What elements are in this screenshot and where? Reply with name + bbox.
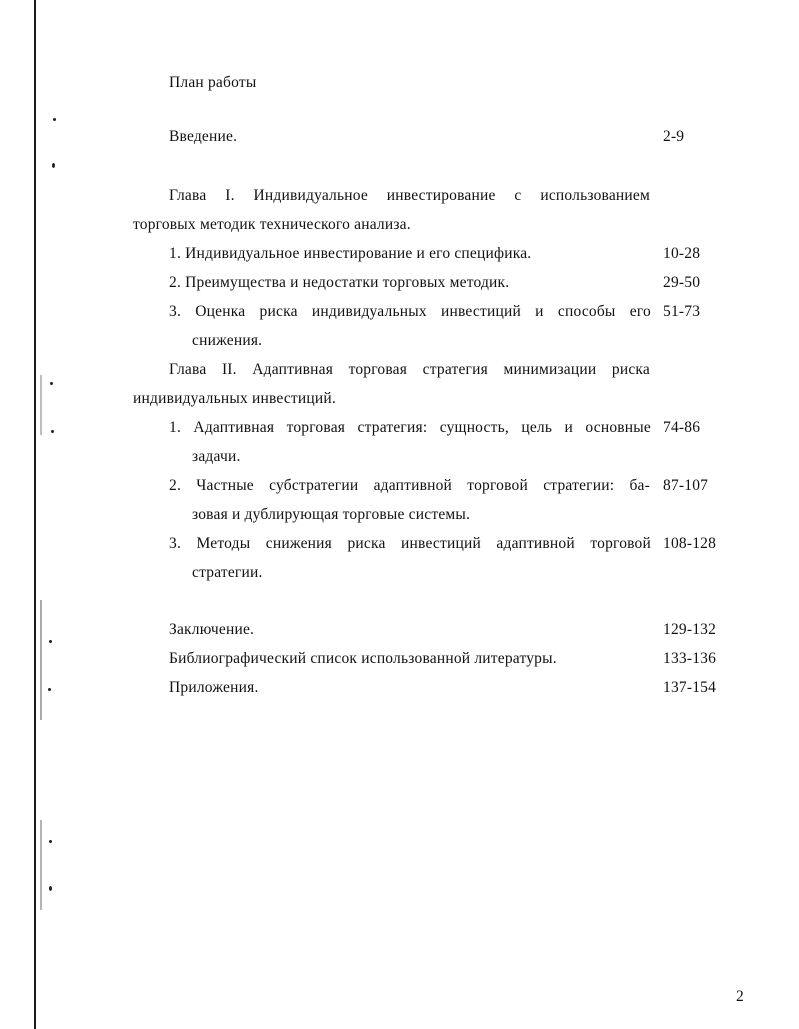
chapter1-heading-line2: торговых методик технического анализа. [133,216,411,233]
toc-introduction-pages: 2-9 [663,128,685,145]
scan-speck [49,840,52,843]
toc-item-pages: 51-73 [663,303,701,320]
scan-smudge [40,820,42,910]
toc-item: 2. Частные субстратегии адаптивной торговой стратегии: ба- [169,477,650,494]
scan-speck [49,640,52,643]
toc-introduction-label: Введение. [169,128,238,145]
toc-item-pages: 87-107 [663,477,709,494]
toc-appendices-pages: 137-154 [663,679,717,696]
scan-speck [51,430,54,433]
toc-item-continuation: зовая и дублирующая торговые системы. [192,506,471,523]
toc-item: 3. Методы снижения риска инвестиций адаптивной торговой [169,535,651,552]
scan-speck [48,688,51,691]
chapter2-heading-line1: Глава II. Адаптивная торговая стратегия минимизации риска [169,361,650,378]
page-number: 2 [736,988,744,1005]
toc-item-continuation: задачи. [192,448,241,465]
toc-item-pages: 108-128 [663,535,717,552]
toc-conclusion-pages: 129-132 [663,621,717,638]
scan-binding-line [34,0,36,1029]
toc-item-pages: 29-50 [663,274,701,291]
document-title: План работы [169,74,257,91]
toc-item: 1. Индивидуальное инвестирование и его специфика. [169,245,532,262]
toc-conclusion-label: Заключение. [169,621,255,638]
scan-speck [50,382,53,385]
scan-speck [49,886,52,891]
toc-item-pages: 10-28 [663,245,701,262]
toc-bibliography-pages: 133-136 [663,650,717,667]
toc-appendices-label: Приложения. [169,679,259,696]
chapter2-heading-line2: индивидуальных инвестиций. [133,390,336,407]
scan-speck [53,118,56,121]
scan-smudge [40,600,42,720]
scan-speck [52,163,55,168]
chapter1-heading-line1: Глава I. Индивидуальное инвестирование с использованием [169,187,650,204]
toc-item-continuation: стратегии. [192,564,263,581]
toc-item: 3. Оценка риска индивидуальных инвестиций и способы его [169,303,651,320]
scan-smudge [40,375,42,435]
toc-item-continuation: снижения. [192,332,263,349]
toc-bibliography-label: Библиографический список использованной литературы. [169,650,557,667]
toc-item: 1. Адаптивная торговая стратегия: сущность, цель и основные [169,419,651,436]
toc-item-pages: 74-86 [663,419,701,436]
toc-item: 2. Преимущества и недостатки торговых методик. [169,274,510,291]
